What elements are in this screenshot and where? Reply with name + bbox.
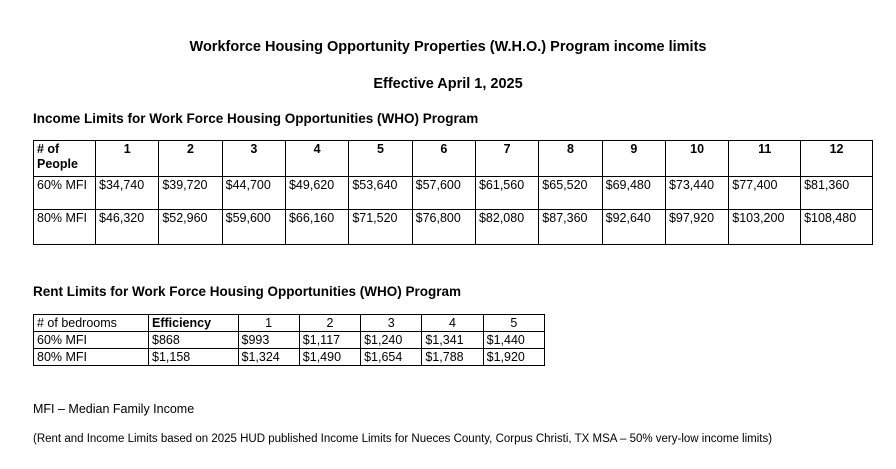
income-col-7: 7 [475,141,538,177]
income-cell: $34,740 [96,177,159,210]
rent-cell: $1,117 [299,332,360,349]
income-cell: $103,200 [729,210,801,245]
mfi-definition-note: MFI – Median Family Income [33,402,195,416]
income-cell: $49,620 [285,177,348,210]
rent-cell: $868 [149,332,239,349]
table-row [34,177,873,210]
income-col-4: 4 [285,141,348,177]
income-cell: $52,960 [159,210,222,245]
rent-limits-table [33,314,545,366]
income-col-2: 2 [159,141,222,177]
income-col-3: 3 [222,141,285,177]
rent-cell: $1,654 [361,349,422,366]
rent-cell: $1,490 [299,349,360,366]
income-row-label-60: 60% MFI [34,177,96,210]
table-row [34,210,873,245]
income-col-6: 6 [412,141,475,177]
income-col-5: 5 [349,141,412,177]
income-col-10: 10 [665,141,728,177]
income-row-label-80: 80% MFI [34,210,96,245]
income-cell: $59,600 [222,210,285,245]
rent-cell: $1,158 [149,349,239,366]
income-limits-heading: Income Limits for Work Force Housing Opportunities (WHO) Program [33,111,479,126]
income-cell: $73,440 [665,177,728,210]
income-cell: $69,480 [602,177,665,210]
income-cell: $82,080 [475,210,538,245]
income-col-12: 12 [801,141,873,177]
income-col-1: 1 [96,141,159,177]
rent-col-1: 1 [238,315,299,332]
rent-limits-heading: Rent Limits for Work Force Housing Opportunities (WHO) Program [33,284,462,299]
rent-row-header: # of bedrooms [34,315,149,332]
income-cell: $87,360 [539,210,602,245]
income-cell: $77,400 [729,177,801,210]
income-cell: $66,160 [285,210,348,245]
rent-col-2: 2 [299,315,360,332]
income-header-row [34,141,873,177]
income-cell: $46,320 [96,210,159,245]
rent-col-3: 3 [361,315,422,332]
rent-cell: $1,324 [238,349,299,366]
effective-date: Effective April 1, 2025 [373,76,523,92]
income-cell: $61,560 [475,177,538,210]
income-row-header: # of People [34,141,96,177]
income-cell: $71,520 [349,210,412,245]
rent-cell: $1,788 [422,349,483,366]
rent-cell: $1,341 [422,332,483,349]
income-cell: $92,640 [602,210,665,245]
source-note: (Rent and Income Limits based on 2025 HUD published Income Limits for Nueces County, Corpus Christi, TX MSA – 50% very-low income limits) [33,433,773,445]
table-row [34,349,545,366]
income-cell: $57,600 [412,177,475,210]
rent-col-4: 4 [422,315,483,332]
income-cell: $97,920 [665,210,728,245]
rent-cell: $1,240 [361,332,422,349]
rent-header-row [34,315,545,332]
income-cell: $81,360 [801,177,873,210]
rent-col-efficiency: Efficiency [149,315,239,332]
rent-cell: $993 [238,332,299,349]
page-title: Workforce Housing Opportunity Properties (W.H.O.) Program income limits [189,39,707,55]
rent-cell: $1,440 [483,332,544,349]
rent-row-label-80: 80% MFI [34,349,149,366]
income-cell: $44,700 [222,177,285,210]
income-cell: $65,520 [539,177,602,210]
rent-col-5: 5 [483,315,544,332]
income-col-11: 11 [729,141,801,177]
income-col-9: 9 [602,141,665,177]
income-cell: $39,720 [159,177,222,210]
income-cell: $76,800 [412,210,475,245]
rent-cell: $1,920 [483,349,544,366]
income-col-8: 8 [539,141,602,177]
income-cell: $108,480 [801,210,873,245]
income-cell: $53,640 [349,177,412,210]
rent-row-label-60: 60% MFI [34,332,149,349]
table-row [34,332,545,349]
income-limits-table [33,140,873,245]
